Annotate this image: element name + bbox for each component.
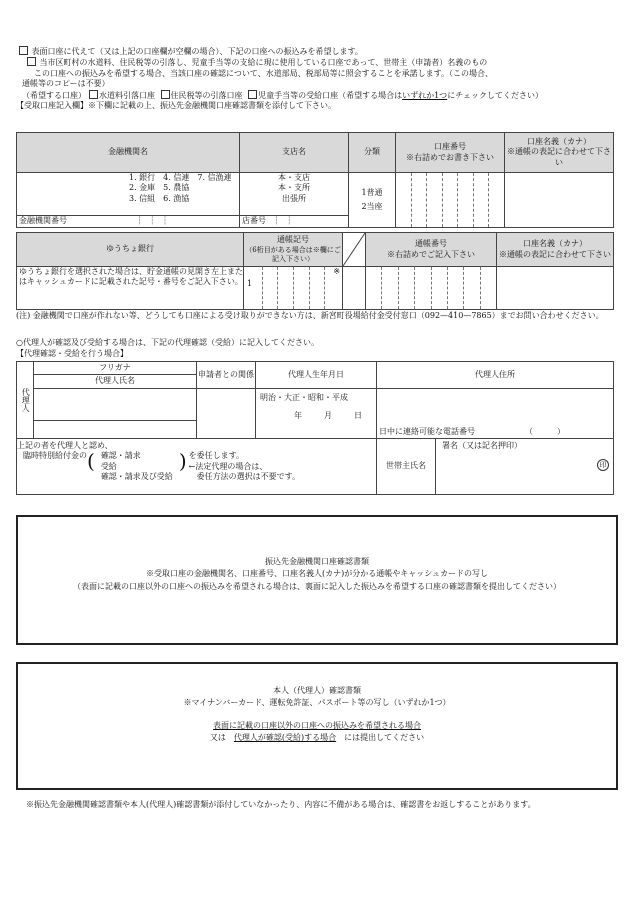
id-doc-box: [16, 662, 618, 790]
checkbox-water[interactable]: [89, 90, 98, 99]
yucho-holder-title: 口座名義（カナ）: [523, 239, 587, 249]
col-account-note: ※右詰めでお書き下さい: [406, 152, 494, 162]
id-doc-line2: 表面に記載の口座以外の口座への振込みを希望される場合: [213, 720, 421, 730]
account-number-field[interactable]: [396, 173, 505, 228]
yucho-code-note: （6桁目がある場合は※欄にご記入下さい）: [245, 245, 341, 263]
intro-line3: この口座への振込みを希望する場合、当該口座の確認について、水道部局、税部局等に照会することを承諾します。（この場合、: [34, 68, 494, 78]
proxy-title: 【代理確認・受給を行う場合】: [16, 349, 128, 358]
col-holder-note: ※通帳の表記に合わせて下さい: [507, 147, 611, 167]
seal-icon: 印: [597, 459, 609, 471]
receive-section-header: [16, 101, 616, 111]
proxy-name-field[interactable]: [34, 389, 197, 439]
intro-block: [16, 46, 616, 111]
consent-opt2[interactable]: 受給: [100, 461, 117, 471]
col-account: [396, 133, 505, 173]
proxy-furigana-field[interactable]: [34, 407, 196, 421]
branch-type-options[interactable]: [240, 173, 349, 216]
proxy-address-field[interactable]: [377, 389, 614, 439]
yucho-col-bank: ゆうちょ銀行: [17, 233, 244, 267]
type-row2: 2当座: [361, 202, 383, 211]
bank-types-row2: 2. 金庫 5. 農協: [129, 183, 190, 193]
yucho-number-field[interactable]: [366, 267, 497, 310]
yucho-diagonal: [343, 233, 366, 267]
yucho-code-title: 通帳記号: [277, 235, 309, 245]
branch-code-label: 店番号: [242, 216, 266, 226]
yucho-body-text: ゆうちょ銀行を選択された場合は、貯金通帳の見開き左上またはキャッシュカードに記載された記号・番号をご記入下さい。: [17, 267, 244, 310]
bank-code-field[interactable]: 金融機関番号 ┆ ┆ ┆: [17, 215, 240, 227]
checkbox-tax[interactable]: [161, 90, 170, 99]
option-allowance-label: 児童手当等の受給口座: [258, 90, 339, 100]
householder-label: 世帯主氏名: [377, 439, 436, 494]
proxy-name-label: 代理人氏名: [34, 375, 197, 389]
signature-label: 署名（又は記名押印）: [442, 441, 522, 450]
diagonal-line-icon: [343, 233, 365, 266]
bank-doc-line2: （表面に記載の口座以外の口座への振込みを希望される場合は、裏面に記入した振込みを希望する口座の確認書類を提出してください）: [73, 581, 561, 591]
yucho-col-number: [366, 233, 497, 267]
yucho-col-holder: [497, 233, 614, 267]
consent-prefix: 臨時特別給付金の: [23, 451, 87, 461]
consent-opt1[interactable]: 確認・請求: [100, 451, 141, 461]
checkbox-allowance[interactable]: [248, 90, 257, 99]
proxy-address-label: 代理人住所: [377, 362, 614, 389]
col-branch: 支店名: [240, 133, 349, 173]
checkbox-existing-account[interactable]: [27, 57, 36, 66]
id-doc-line3-underline: 代理人が確認(受給)する場合: [233, 733, 337, 743]
consent-block: [17, 439, 377, 495]
option-water-label: 水道料引落口座: [99, 90, 155, 100]
consent-suffix1: を委任します。: [188, 451, 244, 461]
account-options: [16, 90, 616, 101]
bank-types-row1: 1. 銀行 4. 信連 7. 信漁連: [129, 173, 232, 182]
proxy-birthdate-label: 代理人生年月日: [256, 362, 377, 389]
col-bank: 金融機関名: [17, 133, 240, 173]
yucho-number-title: 通帳番号: [415, 239, 447, 249]
col-holder: [505, 133, 614, 173]
proxy-intro: ○代理人が確認及び受給する場合は、下記の代理確認（受給）に記入してください。: [16, 338, 319, 347]
id-doc-title: 本人（代理人）確認書類: [273, 686, 361, 695]
intro-line1: 表面口座に代えて（又は上記の口座欄が空欄の場合）、下記の口座への振込みを希望します。: [31, 47, 363, 56]
consent-suffix2: ←法定代理の場合は、: [188, 461, 268, 471]
day-label: 日: [354, 411, 362, 421]
year-label: 年: [294, 411, 302, 421]
era-options: 明治・大正・昭和・平成: [260, 393, 348, 402]
bank-doc-title: 振込先金融機関口座確認書類: [265, 557, 369, 566]
col-type: 分類: [349, 133, 396, 173]
col-holder-title: 口座名義（カナ）: [527, 136, 591, 146]
bank-table: [16, 132, 614, 228]
proxy-relation-field[interactable]: [197, 389, 256, 439]
yucho-number-note: ※右詰めでご記入下さい: [387, 249, 475, 259]
bank-doc-box: [16, 515, 618, 645]
col-account-title: 口座番号: [434, 142, 466, 152]
consent-opt3[interactable]: 確認・請求及び受給: [100, 472, 173, 482]
bank-code-label: 金融機関番号: [19, 216, 67, 226]
id-doc-line3-suffix: には提出してください: [344, 733, 425, 743]
options-suffix-underline: いずれか1つ: [402, 90, 448, 100]
intro-line4: 通帳等のコピーは不要）: [22, 79, 110, 89]
bank-types-row3: 3. 信組 6. 漁協: [129, 193, 190, 203]
phone-paren: （ ）: [525, 426, 565, 436]
yucho-asterisk: ※: [324, 267, 342, 309]
householder-block: [377, 439, 614, 495]
month-label: 月: [324, 411, 332, 421]
receive-section-note: ※下欄に記載の上、振込先金融機関口座確認書類を添付して下さい。: [88, 100, 336, 110]
consent-line1: 上記の者を代理人と認め、: [17, 441, 113, 450]
receive-section-title: 【受取口座記入欄】: [16, 100, 88, 110]
options-suffix-a: （希望する場合は: [338, 90, 403, 100]
householder-sign-field[interactable]: [436, 439, 613, 494]
branch-row1: 本・支店: [278, 173, 310, 182]
account-type-options[interactable]: [349, 173, 396, 228]
id-doc-line3-prefix: 又は: [209, 733, 226, 743]
consent-suffix3: 委任方法の選択は不要です。: [196, 472, 300, 482]
type-row1: 1普通: [361, 187, 383, 197]
note-no-account: (注) 金融機関で口座が作れない等、どうしても口座による受け取りができない方は、新宮町役場給付金受付窓口（092—410—7865）までお問い合わせください。: [16, 311, 604, 320]
proxy-furigana-label: フリガナ: [34, 362, 197, 375]
branch-code-field[interactable]: 店番号 ┆ ┆: [240, 215, 349, 227]
checkbox-replace-account[interactable]: [19, 46, 28, 55]
footer-note: ※振込先金融機関確認書類や本人(代理人)確認書類が添付していなかったり、内容に不備がある場合は、確認書をお返しすることがあります。: [26, 800, 536, 809]
proxy-birthdate-field[interactable]: [256, 389, 377, 439]
proxy-side-label: 代理人: [17, 362, 34, 439]
phone-label: 日中に連絡可能な電話番号: [379, 426, 475, 436]
id-doc-line1: ※マイナンバーカード、運転免許証、パスポート等の写し（いずれか1つ）: [183, 698, 451, 708]
yucho-holder-field[interactable]: [497, 267, 614, 310]
branch-row2: 本・支所: [278, 183, 310, 193]
yucho-code-prefix: 1: [247, 279, 253, 288]
right-brace-icon: ): [178, 449, 187, 474]
options-prefix: （希望する口座）: [22, 90, 86, 100]
branch-row3: 出張所: [282, 193, 306, 203]
intro-line2: 当市区町村の水道料、住民税等の引落し、児童手当等の支給に現に使用している口座であって、世帯主（申請者）名義のもの: [39, 58, 488, 68]
consent-options[interactable]: [101, 451, 173, 482]
yucho-extra-field[interactable]: [343, 267, 366, 310]
left-brace-icon: (: [87, 449, 95, 474]
bank-type-options[interactable]: [17, 173, 240, 216]
bank-doc-line1: ※受取口座の金融機関名、口座番号、口座名義人(カナ)が分かる通帳やキャッシュカードの写し: [145, 569, 489, 579]
yucho-code-field[interactable]: [244, 267, 343, 310]
options-suffix-b: にチェックしてください）: [447, 90, 543, 100]
proxy-relation-label: 申請者との関係: [197, 362, 256, 389]
yucho-table: [16, 232, 614, 310]
proxy-table: [16, 361, 614, 495]
account-holder-field[interactable]: [505, 173, 614, 228]
yucho-col-code: [244, 233, 343, 267]
yucho-holder-note: ※通帳の表記に合わせて下さい: [499, 249, 611, 259]
option-tax-label: 住民税等の引落口座: [170, 90, 243, 100]
